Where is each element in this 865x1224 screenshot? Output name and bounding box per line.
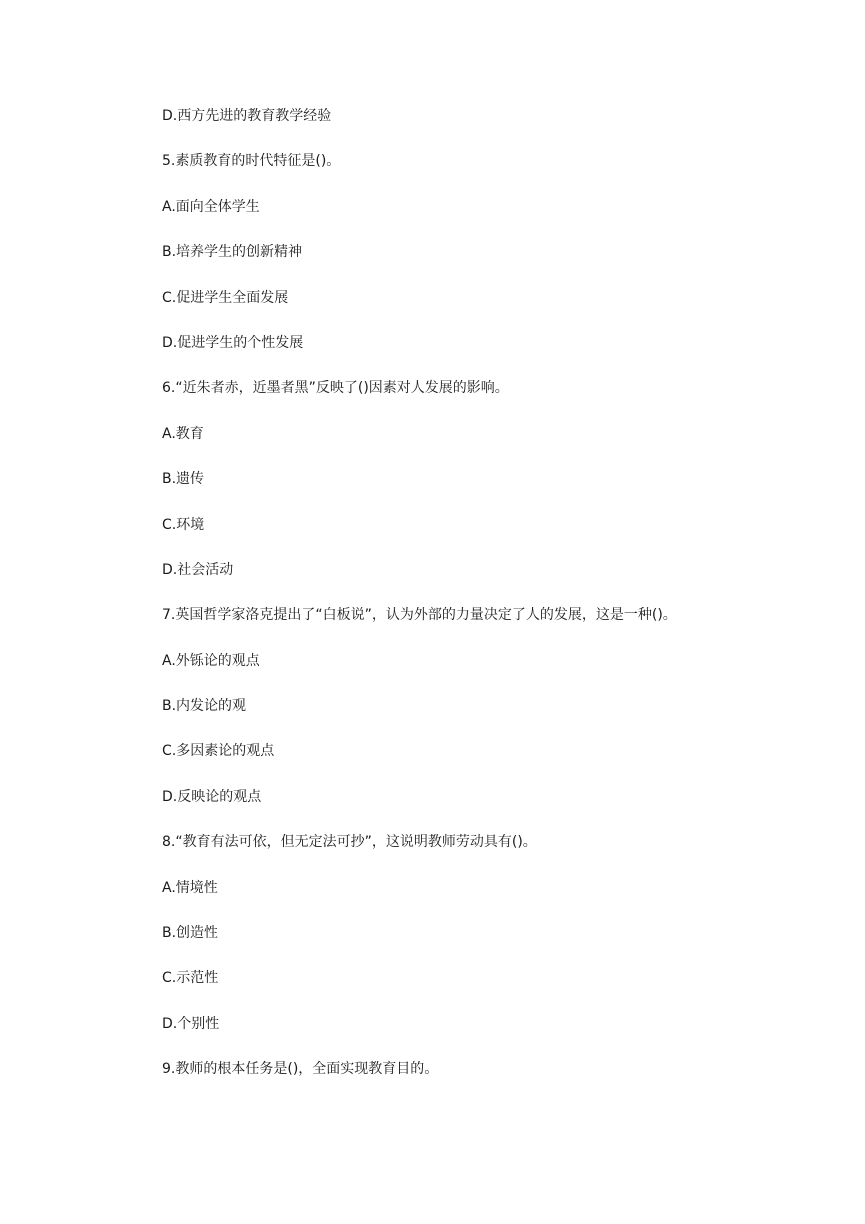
option-5a: A.面向全体学生 <box>162 198 260 215</box>
question-9: 9.教师的根本任务是()，全面实现教育目的。 <box>162 1061 439 1078</box>
option-5c: C.促进学生全面发展 <box>162 289 289 306</box>
question-6: 6.“近朱者赤，近墨者黑”反映了()因素对人发展的影响。 <box>162 380 509 397</box>
option-5b: B.培养学生的创新精神 <box>162 244 303 261</box>
option-6b: B.遗传 <box>162 471 205 488</box>
document-body <box>162 104 782 1103</box>
option-7b: B.内发论的观 <box>162 698 247 715</box>
option-7d: D.反映论的观点 <box>162 788 262 805</box>
option-5d: D.促进学生的个性发展 <box>162 334 304 351</box>
option-8a: A.情境性 <box>162 879 218 896</box>
option-8b: B.创造性 <box>162 925 219 942</box>
option-7c: C.多因素论的观点 <box>162 743 275 760</box>
question-8: 8.“教育有法可依，但无定法可抄”，这说明教师劳动具有()。 <box>162 834 537 851</box>
option-8d: D.个别性 <box>162 1015 220 1032</box>
option-7a: A.外铄论的观点 <box>162 652 260 669</box>
option-4d: D.西方先进的教育教学经验 <box>162 108 332 124</box>
question-7: 7.英国哲学家洛克提出了“白板说”，认为外部的力量决定了人的发展，这是一种()。 <box>162 607 677 624</box>
option-8c: C.示范性 <box>162 970 219 987</box>
option-6a: A.教育 <box>162 425 204 442</box>
option-6c: C.环境 <box>162 516 205 533</box>
option-6d: D.社会活动 <box>162 561 234 578</box>
question-5: 5.素质教育的时代特征是()。 <box>162 153 341 170</box>
